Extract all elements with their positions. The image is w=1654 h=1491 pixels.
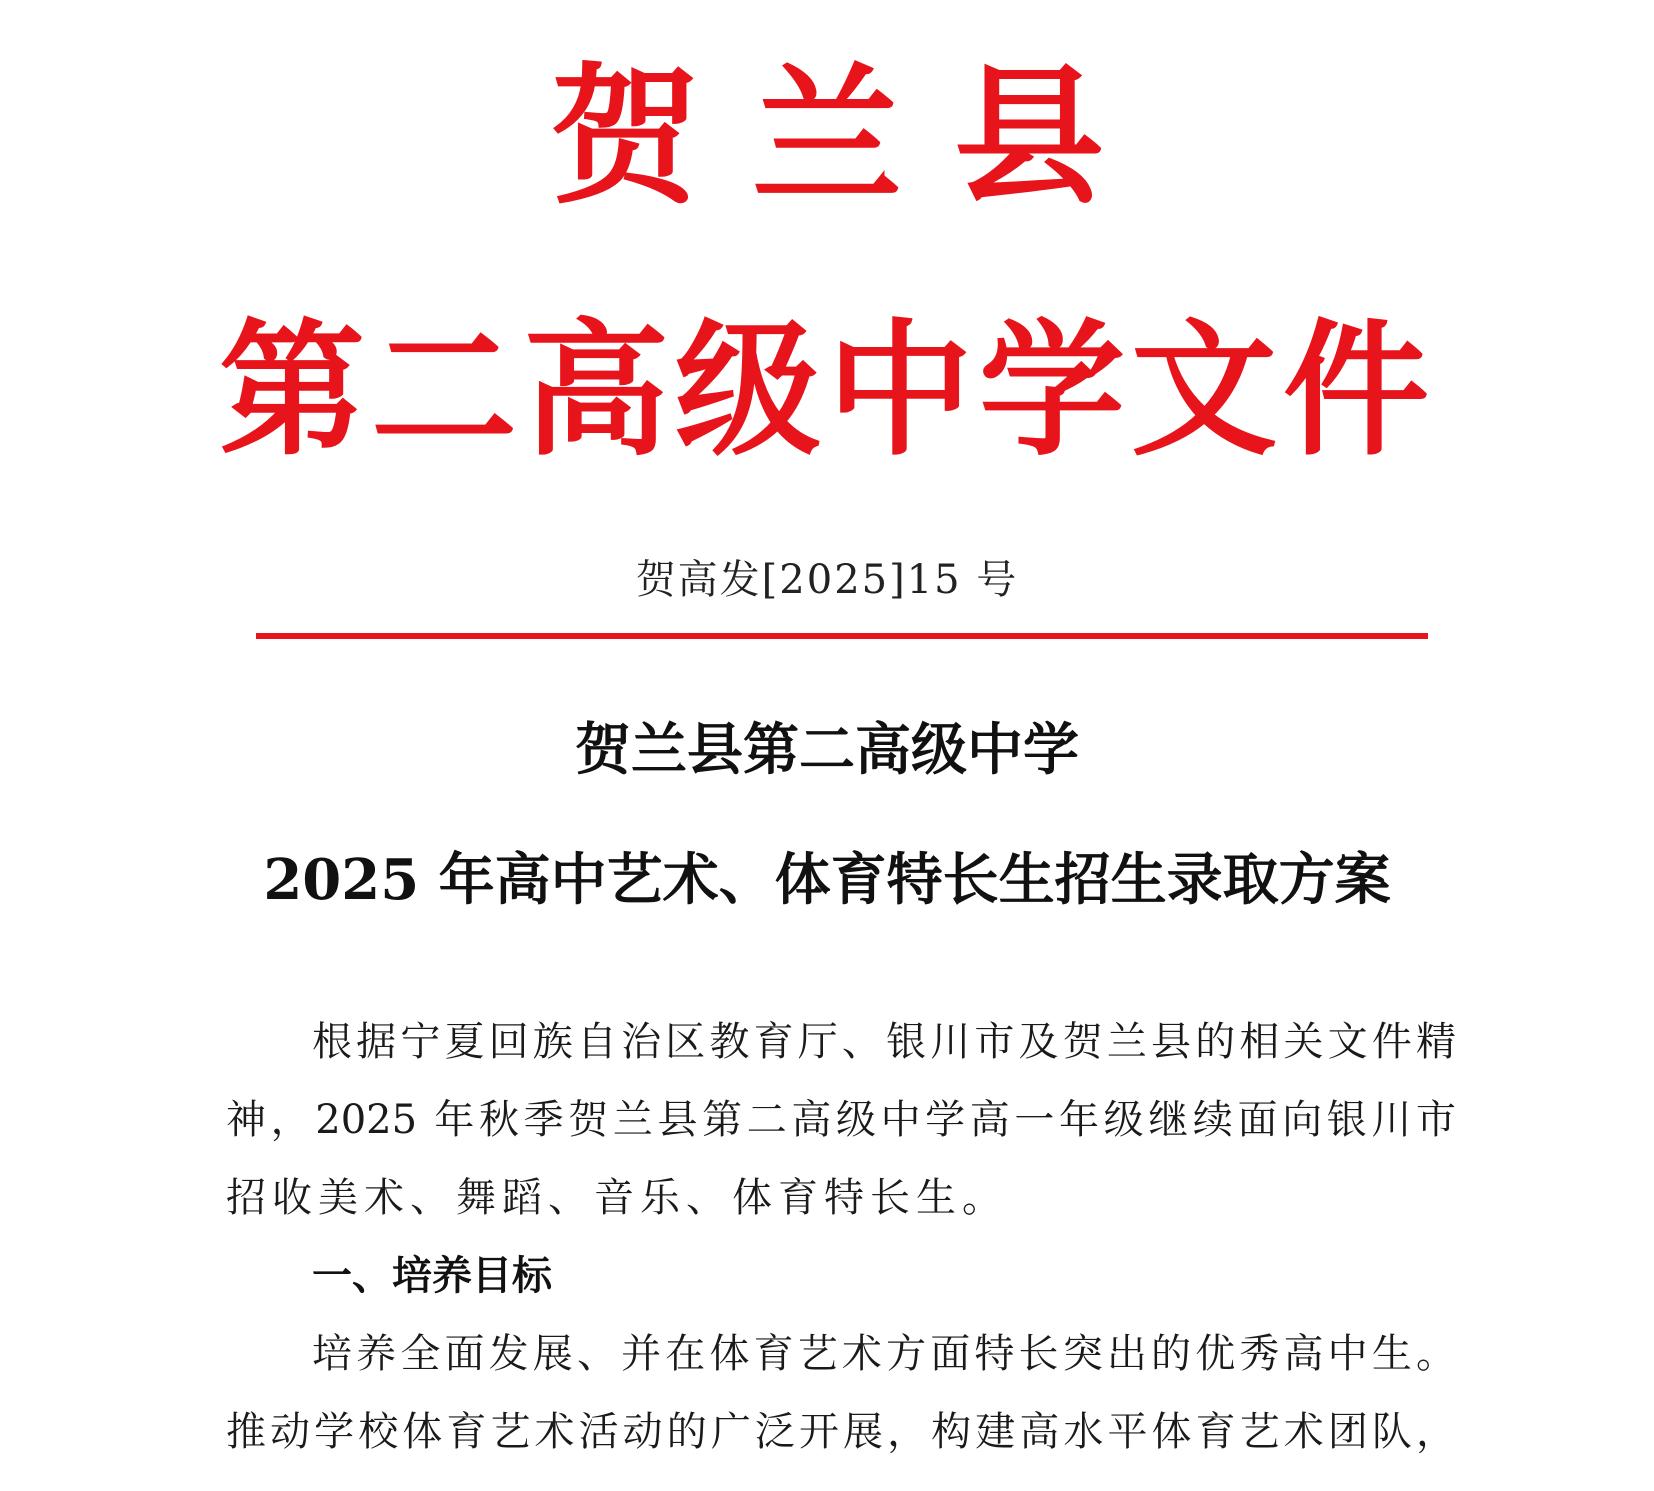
paragraph-2-line-2: 推动学校体育艺术活动的广泛开展，构建高水平体育艺术团队， bbox=[226, 1409, 1456, 1455]
paragraph-1-line-3: 招收美术、舞蹈、音乐、体育特长生。 bbox=[226, 1175, 1008, 1221]
issuer-header-line1: 贺兰县 bbox=[549, 49, 1156, 225]
document-title-line1: 贺兰县第二高级中学 bbox=[575, 717, 1079, 783]
document-number: 贺高发[2025]15 号 bbox=[635, 557, 1019, 603]
paragraph-1-line-1: 根据宁夏回族自治区教育厅、银川市及贺兰县的相关文件精 bbox=[312, 1019, 1456, 1065]
paragraph-2-line-1: 培养全面发展、并在体育艺术方面特长突出的优秀高中生。 bbox=[312, 1331, 1456, 1377]
section-heading-1: 一、培养目标 bbox=[312, 1253, 552, 1299]
red-separator-line bbox=[256, 633, 1428, 639]
issuer-header-line2: 第二高级中学文件 bbox=[219, 305, 1435, 476]
paragraph-1-line-2: 神，2025 年秋季贺兰县第二高级中学高一年级继续面向银川市 bbox=[226, 1097, 1456, 1143]
document-title-line2: 2025 年高中艺术、体育特长生招生录取方案 bbox=[263, 847, 1391, 913]
